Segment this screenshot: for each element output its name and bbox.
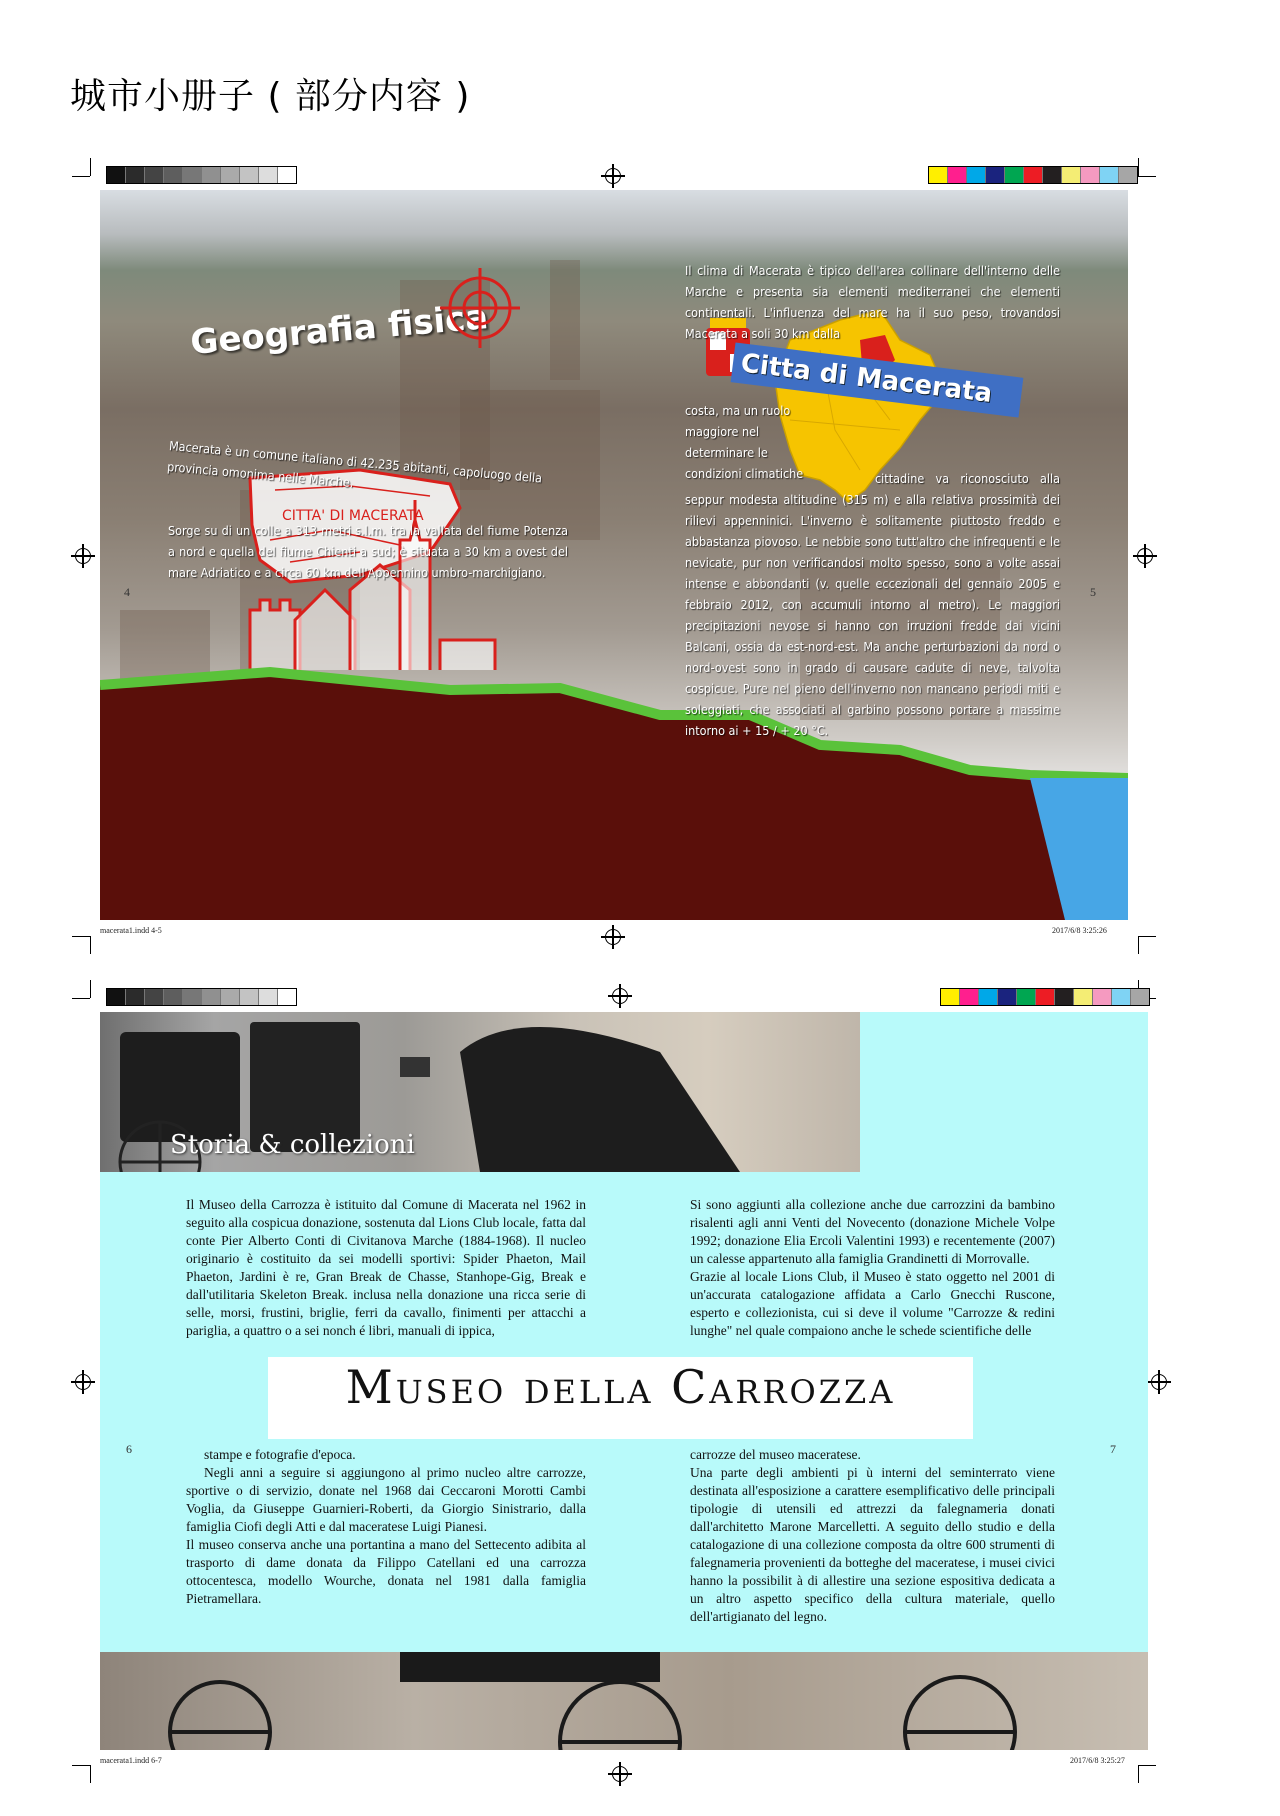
- color-swatch: [1112, 989, 1131, 1005]
- gray-swatch: [240, 167, 259, 183]
- gray-swatch: [164, 167, 183, 183]
- color-swatch: [960, 989, 979, 1005]
- slug-right: 2017/6/8 3:25:26: [1052, 926, 1107, 935]
- slug-right: 2017/6/8 3:25:27: [1070, 1756, 1125, 1765]
- column-right-part3: carrozze del museo maceratese.: [690, 1447, 861, 1462]
- spread-geografia-fisica: [100, 190, 1128, 920]
- column-left-part4: Il museo conserva anche una portantina a mano del Settecento adibita al trasporto di dame donata da Filippo Catellani ed una carrozza ottocentesca, modello Wourche, donata nel 1981 dalla famiglia Pietramellara.: [186, 1537, 586, 1606]
- gray-swatch: [202, 167, 221, 183]
- gray-swatch: [202, 989, 221, 1005]
- gray-swatch: [126, 167, 145, 183]
- right-mid-text: costa, ma un ruolo maggiore nel determinare le condizioni climatiche: [685, 403, 804, 481]
- right-body-text: cittadine va riconosciuto alla seppur modesta altitudine (315 m) e alla relativa prossimità dei rilievi appenninici. L'inverno è solitamente piuttosto freddo e abbastanza piovoso. Le nebbie sono tutt'altro che infrequenti e le nevicate, pur non verificandosi molto spesso, sono a volte assai intense e abbondanti (v. quelle eccezionali del gennaio 2005 e febbraio 2012, con accumuli intorno al metro). Le maggiori precipitazioni nevose si hanno con irruzioni fredde dai vicini Balcani, ossia da est-nord-est. Ma anche perturbazioni da nord o nord-ovest sono in grado di causare cadute di neve, talvolta cospicue. Pure nel pieno dell'inverno non mancano periodi miti e soleggiati, che associati al garbino possono portare a massime intorno ai + 15 / + 20 °C.: [685, 471, 1060, 738]
- registration-mark-icon: [605, 929, 621, 945]
- registration-mark-icon: [75, 1374, 91, 1390]
- color-swatch: [1100, 167, 1119, 183]
- gray-swatch-strip: [106, 166, 297, 184]
- color-swatch: [1093, 989, 1112, 1005]
- column-right-part1: Si sono aggiunti alla collezione anche due carrozzini da bambino risalenti agli anni Venti del Novecento (donazione Michele Volpe 1992; donazione Elia Ercoli Valentini 1993) e recentemente (2007) un calesse appartenuto alla famiglia Grandinetti di Morrovalle.: [690, 1197, 1055, 1266]
- gray-swatch: [221, 167, 240, 183]
- left-intro-text: Macerata è un comune italiano di 42.235 abitanti, capoluogo della provincia omonima nelle Marche.: [166, 437, 543, 491]
- column-right-part2: Grazie al locale Lions Club, il Museo è stato oggetto nel 2001 di un'accurata catalogazione affidata a Carlo Gnecchi Ruscone, esperto e collezionista, cui si deve il volume "Carrozze & redini lunghe" nel quale compaiono anche le schede scientifiche delle: [690, 1269, 1055, 1338]
- section-title: Storia & collezioni: [170, 1130, 415, 1160]
- target-icon: [440, 268, 520, 348]
- color-swatch: [1005, 167, 1024, 183]
- color-swatch: [1081, 167, 1100, 183]
- registration-mark-icon: [612, 1766, 628, 1782]
- column-left-part3: Negli anni a seguire si aggiungono al primo nucleo altre carrozze, sportive o di servizio, donate nel 1968 dai Ceccaroni Morotti Cambi Voglia, da Giuseppe Guarnieri-Roberti, da Giorgio Sinistrario, dalla famiglia Ciofi degli Atti e dal maceratese Luigi Pianesi.: [186, 1465, 586, 1534]
- gray-swatch: [107, 989, 126, 1005]
- color-swatch: [986, 167, 1005, 183]
- page-header-title: 城市小册子 ( 部分内容 ): [70, 76, 471, 117]
- color-swatch: [1036, 989, 1055, 1005]
- color-swatch: [979, 989, 998, 1005]
- color-swatch: [1131, 989, 1149, 1005]
- gray-swatch: [259, 989, 278, 1005]
- color-swatch: [1119, 167, 1137, 183]
- registration-mark-icon: [612, 988, 628, 1004]
- column-right-part4: Una parte degli ambienti pi ù interni del seminterrato viene destinata all'esposizione a carattere esemplificativo delle principali tipologie di utensili ed attrezzi da falegnameria donati dall'architetto Marone Marcelletti. A seguito dello studio e della catalogazione di una collezione composta da oltre 600 strumenti di falegnameria provenienti da botteghe del maceratese, i musei civici hanno la possibilit à di allestire una sezione espositiva dedicata a un altro aspetto specifico della cultura materiale, quello dell'artigianato del legno.: [690, 1465, 1055, 1624]
- left-body-text: Sorge su di un colle a 313 metri s.l.m. tra la vallata del fiume Potenza a nord e quella del fiume Chienti a sud; è situata a 30 km a ovest del mare Adriatico e a circa 60 km dell'Appennino umbro-marchigiano.: [168, 523, 568, 580]
- color-swatch: [1024, 167, 1043, 183]
- gray-swatch: [145, 989, 164, 1005]
- color-swatch: [967, 167, 986, 183]
- section-title: Geografia fisica: [188, 297, 490, 363]
- page-number-left: 4: [124, 585, 130, 599]
- gray-swatch: [259, 167, 278, 183]
- page-number-right: 5: [1090, 585, 1096, 599]
- registration-mark-icon: [605, 168, 621, 184]
- color-swatch: [948, 167, 967, 183]
- color-swatch: [1062, 167, 1081, 183]
- color-swatch: [941, 989, 960, 1005]
- spread-museo-carrozza: [100, 1012, 1148, 1750]
- color-swatch: [1043, 167, 1062, 183]
- museo-title: Museo della Carrozza: [345, 1360, 896, 1414]
- gray-swatch: [221, 989, 240, 1005]
- gray-swatch: [183, 167, 202, 183]
- page-number-left: 6: [126, 1442, 132, 1456]
- color-swatch: [1017, 989, 1036, 1005]
- gray-swatch: [145, 167, 164, 183]
- gray-swatch: [278, 989, 296, 1005]
- carriage-photo-bottom: [100, 1652, 1148, 1750]
- registration-mark-icon: [1151, 1374, 1167, 1390]
- wheel-icon: [170, 1677, 1015, 1750]
- gray-swatch-strip: [106, 988, 297, 1006]
- registration-mark-icon: [75, 548, 91, 564]
- color-swatch: [1055, 989, 1074, 1005]
- column-left-part1: Il Museo della Carrozza è istituito dal Comune di Macerata nel 1962 in seguito alla cospicua donazione, sostenuta dal Lions Club locale, fatta dal conte Pier Alberto Conti di Civitanova Marche (1884-1968). Il nucleo originario è costituito da sei modelli sportivi: Spider Phaeton, Mail Phaeton, Jardini è re, Gran Break de Chasse, Stanhope-Gig, Break e dall'utilitaria Skeleton Break. inclusa nella donazione una ricca serie di selle, morsi, frustini, briglie, ferri da cavallo, finimenti per attacchi a pariglia, a quattro o a sei nonch é libri, manuali di ippica,: [186, 1197, 586, 1338]
- color-swatch-strip: [928, 166, 1138, 184]
- gray-swatch: [107, 167, 126, 183]
- gray-swatch: [164, 989, 183, 1005]
- citta-di-macerata-banner: Citta di Macerata: [731, 342, 1024, 417]
- color-swatch: [929, 167, 948, 183]
- color-swatch: [1074, 989, 1093, 1005]
- right-top-text: Il clima di Macerata è tipico dell'area collinare dell'interno delle Marche e presenta sia elementi mediterranei che elementi continentali. L'influenza del mare ha il suo peso, trovandosi Macerata a soli 30 km dalla: [685, 263, 1060, 341]
- gray-swatch: [183, 989, 202, 1005]
- page-number-right: 7: [1110, 1442, 1116, 1456]
- gray-swatch: [240, 989, 259, 1005]
- color-swatch: [998, 989, 1017, 1005]
- map-label: CITTA' DI MACERATA: [282, 508, 424, 524]
- slug-left: macerata1.indd 4-5: [100, 926, 162, 935]
- gray-swatch: [278, 167, 296, 183]
- column-left-part2: stampe e fotografie d'epoca.: [204, 1447, 356, 1462]
- registration-mark-icon: [1137, 548, 1153, 564]
- gray-swatch: [126, 989, 145, 1005]
- slug-left: macerata1.indd 6-7: [100, 1756, 162, 1765]
- color-swatch-strip: [940, 988, 1150, 1006]
